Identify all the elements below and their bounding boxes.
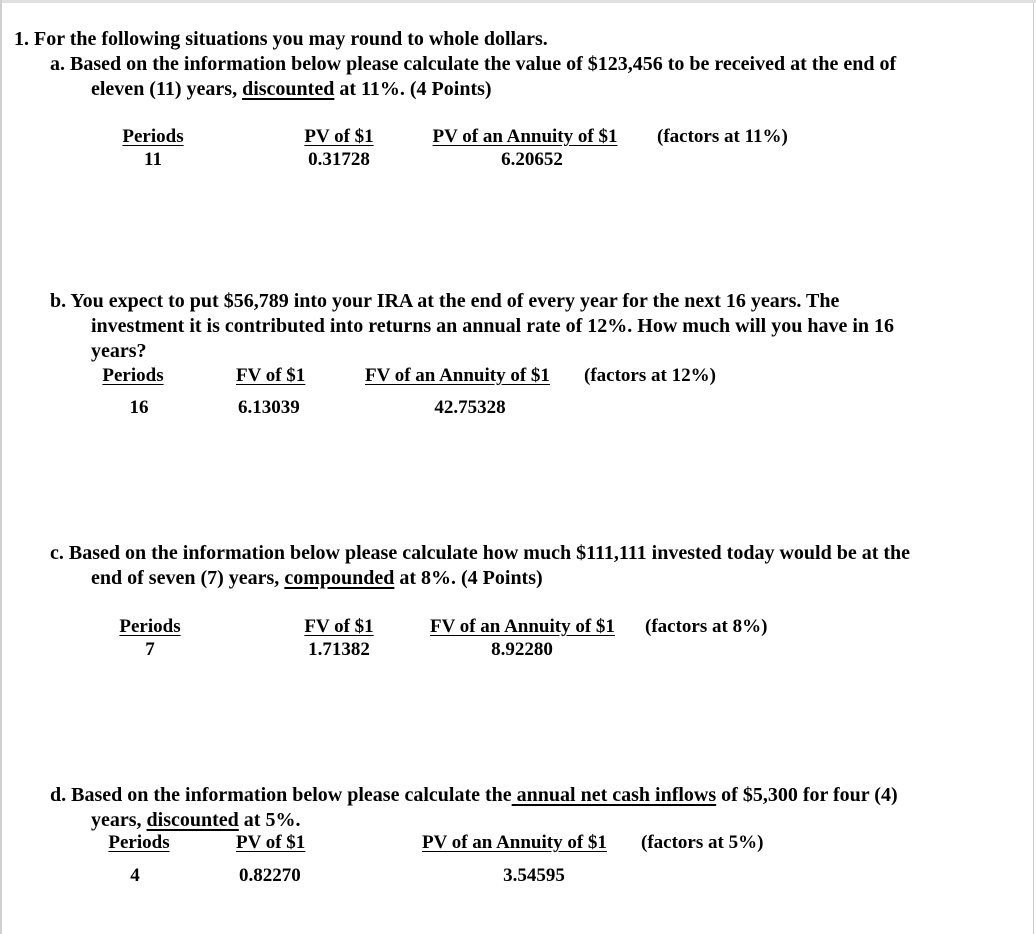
part-b-header-fv: FV of $1 — [236, 365, 306, 386]
part-c-line2-pre: end of seven (7) years, — [91, 567, 285, 589]
part-a-emphasis: discounted — [242, 78, 335, 100]
part-c-value-fv: 1.71382 — [308, 639, 370, 660]
part-d-line2-pre: years, — [91, 809, 147, 831]
part-d-emphasis-2: discounted — [146, 809, 239, 831]
part-d-header-periods: Periods — [108, 832, 170, 853]
part-d-line1-post: of $5,300 for four (4) — [716, 784, 898, 806]
part-d-line1-pre: d. Based on the information below please calculate the — [50, 784, 512, 806]
part-c-header-periods: Periods — [119, 616, 181, 637]
part-a-value-periods: 11 — [144, 149, 162, 170]
part-a-factors-note: (factors at 11%) — [657, 126, 788, 147]
part-d-emphasis: annual net cash inflows — [511, 784, 717, 806]
part-a-header-pva: PV of an Annuity of $1 — [432, 126, 618, 147]
part-b-header-fva: FV of an Annuity of $1 — [365, 365, 550, 386]
part-b-header-periods: Periods — [102, 365, 164, 386]
question-title: 1. For the following situations you may round to whole dollars. — [14, 28, 548, 50]
part-d-line1 — [50, 783, 898, 807]
part-c-line1: c. Based on the information below please calculate how much $111,111 invested today would be at the — [50, 542, 911, 564]
part-b-factors-note: (factors at 12%) — [584, 365, 716, 386]
part-b-line3: years? — [91, 340, 147, 362]
part-d-value-pv: 0.82270 — [239, 865, 301, 886]
part-a-value-pv: 0.31728 — [308, 149, 370, 170]
part-a-line2-post: at 11%. (4 Points) — [334, 78, 492, 100]
part-c-header-fv: FV of $1 — [304, 616, 374, 637]
part-c-value-fva: 8.92280 — [491, 639, 553, 660]
part-d-factors-note: (factors at 5%) — [641, 832, 764, 853]
part-a-header-periods: Periods — [122, 126, 184, 147]
top-border — [2, 0, 1036, 3]
part-b-value-periods: 16 — [129, 397, 149, 418]
part-b-value-fva: 42.75328 — [434, 397, 506, 418]
part-c-header-fva: FV of an Annuity of $1 — [430, 616, 615, 637]
part-b-line1: b. You expect to put $56,789 into your IRA at the end of every year for the next 16 years. The — [50, 290, 840, 312]
part-c-emphasis: compounded — [284, 567, 395, 589]
part-d-value-pva: 3.54595 — [503, 865, 565, 886]
part-b-value-fv: 6.13039 — [238, 397, 300, 418]
part-d-header-pva: PV of an Annuity of $1 — [422, 832, 607, 853]
part-b-line2: investment it is contributed into returns an annual rate of 12%. How much will you have in 16 — [91, 315, 894, 337]
part-a-header-pv: PV of $1 — [304, 126, 374, 147]
part-a-line2 — [91, 77, 492, 101]
part-c-value-periods: 7 — [145, 639, 155, 660]
part-a-line1: a. Based on the information below please calculate the value of $123,456 to be received at the end of — [50, 53, 897, 75]
part-c-line2-post: at 8%. (4 Points) — [394, 567, 543, 589]
part-c-line2 — [91, 566, 543, 590]
part-a-value-pva: 6.20652 — [501, 149, 563, 170]
part-d-header-pv: PV of $1 — [236, 832, 306, 853]
part-a-line2-pre: eleven (11) years, — [91, 78, 243, 100]
part-d-value-periods: 4 — [130, 865, 140, 886]
part-d-line2 — [91, 808, 300, 832]
part-d-line2-post: at 5%. — [238, 809, 301, 831]
part-c-factors-note: (factors at 8%) — [645, 616, 768, 637]
